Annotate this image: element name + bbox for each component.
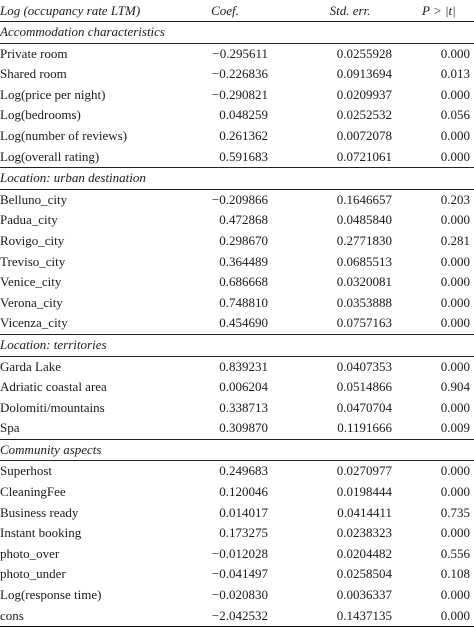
p-value: 0.000 (440, 294, 470, 310)
variable-name: Venice_city (0, 274, 62, 290)
table-row (0, 210, 474, 231)
std-err-value: 0.0721061 (336, 148, 392, 164)
coef-value: −0.020830 (211, 587, 268, 603)
coef-value: 0.454690 (219, 315, 268, 331)
p-value: 0.000 (440, 484, 470, 500)
variable-name: Dolomiti/mountains (0, 399, 105, 415)
std-err-value: 0.0913694 (336, 66, 392, 82)
coef-value: 0.048259 (219, 107, 268, 123)
table-row (0, 44, 474, 65)
table-header (0, 0, 474, 21)
variable-name: Padua_city (0, 212, 58, 228)
variable-name: Verona_city (0, 294, 63, 310)
p-value: 0.000 (440, 148, 470, 164)
coef-value: 0.014017 (219, 504, 268, 520)
p-value: 0.009 (440, 420, 470, 436)
p-value: 0.000 (440, 127, 470, 143)
coef-value: 0.472868 (219, 212, 268, 228)
std-err-value: 0.1437135 (336, 607, 392, 623)
coef-value: 0.298670 (219, 232, 268, 248)
std-err-value: 0.0757163 (336, 315, 392, 331)
p-value: 0.000 (440, 45, 470, 61)
std-err-value: 0.0270977 (336, 463, 392, 479)
p-value: 0.203 (440, 191, 470, 207)
variable-name: Log(response time) (0, 587, 102, 603)
table-row (0, 105, 474, 126)
section-title (0, 22, 474, 43)
p-value: 0.735 (440, 504, 470, 520)
p-value: 0.556 (440, 545, 470, 561)
section-title-text: Location: urban destination (0, 170, 146, 186)
std-err-value: 0.0258504 (336, 566, 392, 582)
coef-value: 0.338713 (219, 399, 268, 415)
p-value: 0.000 (440, 274, 470, 290)
std-err-value: 0.0470704 (336, 399, 392, 415)
table-row (0, 126, 474, 147)
std-err-value: 0.0353888 (336, 294, 392, 310)
section-title-text: Accommodation characteristics (0, 24, 165, 39)
table-row (0, 293, 474, 314)
table-row (0, 64, 474, 85)
table-row (0, 147, 474, 168)
table-row (0, 398, 474, 419)
variable-name: Log(price per night) (0, 86, 106, 102)
coef-value: 0.249683 (219, 463, 268, 479)
std-err-value: 0.0514866 (336, 379, 392, 395)
section-title (0, 440, 474, 461)
table-row (0, 418, 474, 439)
coef-value: 0.309870 (219, 420, 268, 436)
header-std-err: Std. err. (329, 3, 371, 18)
std-err-value: 0.0685513 (336, 253, 392, 269)
header-coef: Coef. (211, 3, 239, 18)
coef-value: 0.591683 (219, 148, 268, 164)
variable-name: Log(number of reviews) (0, 127, 128, 143)
variable-name: Rovigo_city (0, 232, 65, 248)
table-row (0, 585, 474, 606)
variable-name: Log(bedrooms) (0, 107, 81, 123)
std-err-value: 0.2771830 (336, 232, 392, 248)
table-row (0, 377, 474, 398)
table-row (0, 606, 474, 627)
coef-value: 0.364489 (219, 253, 268, 269)
coef-value: 0.686668 (219, 274, 268, 290)
p-value: 0.056 (440, 107, 470, 123)
std-err-value: 0.0252532 (336, 107, 392, 123)
section-title-text: Location: territories (0, 336, 107, 352)
std-err-value: 0.0238323 (336, 525, 392, 541)
variable-name: Vicenza_city (0, 315, 68, 331)
section-title-text: Community aspects (0, 441, 102, 457)
coef-value: 0.839231 (219, 358, 268, 374)
variable-name: Garda Lake (0, 358, 61, 374)
variable-name: Spa (0, 420, 20, 436)
variable-name: Treviso_city (0, 253, 66, 269)
table-row (0, 190, 474, 211)
p-value: 0.000 (440, 587, 470, 603)
variable-name: Log(overall rating) (0, 148, 100, 164)
std-err-value: 0.0072078 (336, 127, 392, 143)
header-variable: Log (occupancy rate LTM) (0, 3, 141, 18)
std-err-value: 0.1191666 (337, 420, 392, 436)
p-value: 0.000 (440, 399, 470, 415)
table-row (0, 85, 474, 106)
table-row (0, 313, 474, 334)
header-p-value: P > |t| (422, 3, 456, 18)
table-row (0, 231, 474, 252)
variable-name: Adriatic coastal area (0, 379, 107, 395)
coef-value: 0.120046 (219, 484, 268, 500)
p-value: 0.000 (440, 315, 470, 331)
std-err-value: 0.0485840 (336, 212, 392, 228)
coef-value: −0.209866 (211, 191, 268, 207)
p-value: 0.000 (440, 607, 470, 623)
coef-value: −0.295611 (212, 45, 268, 61)
table-row (0, 544, 474, 565)
table-row (0, 564, 474, 585)
variable-name: CleaningFee (0, 484, 66, 500)
table-body (0, 21, 474, 627)
table-row (0, 461, 474, 482)
section-title (0, 335, 474, 356)
std-err-value: 0.0209937 (336, 86, 392, 102)
coef-value: 0.748810 (219, 294, 268, 310)
coef-value: −0.226836 (211, 66, 268, 82)
std-err-value: 0.0320081 (336, 274, 392, 290)
variable-name: Private room (0, 45, 68, 61)
p-value: 0.000 (440, 463, 470, 479)
std-err-value: 0.0407353 (336, 358, 392, 374)
variable-name: Business ready (0, 504, 79, 520)
table-row (0, 252, 474, 273)
p-value: 0.000 (440, 253, 470, 269)
std-err-value: 0.0255928 (336, 45, 392, 61)
std-err-value: 0.0036337 (336, 587, 392, 603)
table-row (0, 503, 474, 524)
coef-value: 0.173275 (219, 525, 268, 541)
table-row (0, 523, 474, 544)
p-value: 0.904 (440, 379, 470, 395)
coef-value: 0.006204 (219, 379, 268, 395)
coef-value: 0.261362 (219, 127, 268, 143)
p-value: 0.000 (440, 86, 470, 102)
table-row (0, 272, 474, 293)
std-err-value: 0.0204482 (336, 545, 392, 561)
p-value: 0.013 (440, 66, 470, 82)
variable-name: photo_over (0, 545, 60, 561)
p-value: 0.000 (440, 358, 470, 374)
coef-value: −0.041497 (211, 566, 268, 582)
coef-value: −2.042532 (211, 607, 268, 623)
coef-value: −0.290821 (211, 86, 268, 102)
variable-name: photo_under (0, 566, 66, 582)
p-value: 0.000 (440, 212, 470, 228)
std-err-value: 0.1646657 (336, 191, 392, 207)
std-err-value: 0.0414411 (337, 504, 392, 520)
p-value: 0.281 (440, 232, 470, 248)
variable-name: Instant booking (0, 525, 82, 541)
std-err-value: 0.0198444 (336, 484, 392, 500)
variable-name: Superhost (0, 463, 52, 479)
variable-name: Shared room (0, 66, 67, 82)
section-title (0, 168, 474, 189)
p-value: 0.000 (440, 525, 470, 541)
variable-name: cons (0, 607, 24, 623)
table-row (0, 357, 474, 378)
variable-name: Belluno_city (0, 191, 68, 207)
p-value: 0.108 (440, 566, 470, 582)
coef-value: −0.012028 (211, 545, 268, 561)
table-row (0, 482, 474, 503)
